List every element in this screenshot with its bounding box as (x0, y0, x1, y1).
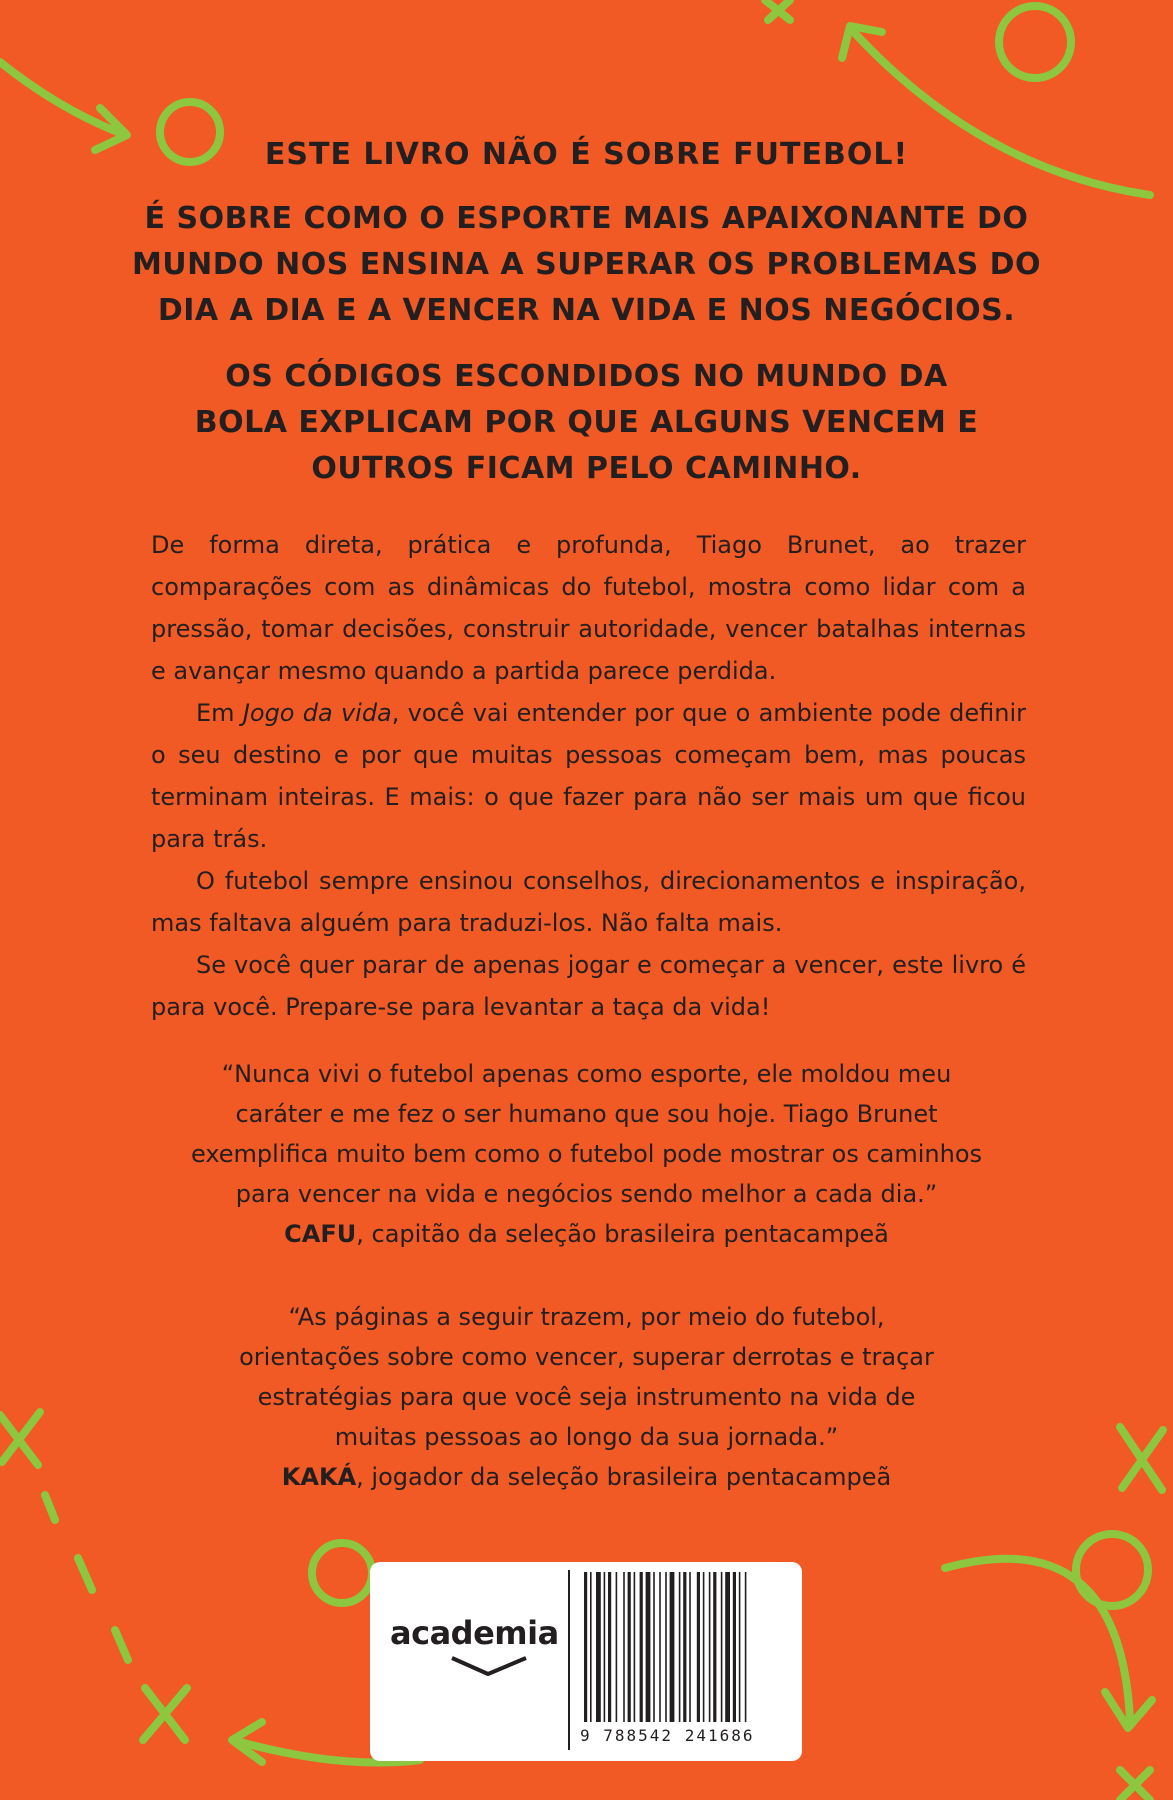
quote-line: exemplifica muito bem como o futebol pode mostrar os caminhos (190, 1140, 983, 1168)
subheadline-2-line: OS CÓDIGOS ESCONDIDOS NO MUNDO DA (225, 359, 948, 394)
barcode-panel (370, 1562, 802, 1761)
quote-line: “As páginas a seguir trazem, por meio do futebol, (288, 1303, 885, 1331)
subheadline-1 (0, 196, 1173, 334)
quote-attribution (130, 1214, 1043, 1254)
arrow-curve-top-left (0, 62, 125, 135)
open-book-icon (450, 1654, 530, 1678)
quote-line: caráter e me fez o ser humano que sou hoje. Tiago Brunet (235, 1100, 938, 1128)
quote-line: para vencer na vida e negócios sendo melhor a cada dia.” (235, 1180, 938, 1208)
headline-block (0, 132, 1173, 512)
testimonial-cafu (130, 1054, 1043, 1254)
synopsis-paragraph-2 (151, 692, 1026, 860)
circle-marker-bottom-left (312, 1543, 372, 1603)
quote-author-role: , capitão da seleção brasileira pentacampeã (356, 1220, 889, 1248)
synopsis (151, 524, 1026, 1028)
dash-left-1 (45, 1495, 55, 1520)
isbn-number: 9 788542 241686 (580, 1726, 755, 1745)
synopsis-paragraph-1: De forma direta, prática e profunda, Tiago Brunet, ao trazer comparações com as dinâmicas do futebol, mostra como lidar com a pressão, tomar decisões, construir autoridade, vencer batalhas internas e avançar mesmo quando a partida parece perdida. (151, 531, 1026, 685)
x-marker-right (1120, 1427, 1163, 1490)
x-marker-left-1 (0, 1412, 40, 1465)
dash-left-3 (115, 1630, 128, 1660)
subheadline-2 (0, 354, 1173, 492)
subheadline-2-line: BOLA EXPLICAM POR QUE ALGUNS VENCEM E (194, 405, 979, 440)
quote-attribution (130, 1457, 1043, 1497)
subheadline-2-line: OUTROS FICAM PELO CAMINHO. (311, 451, 862, 486)
quote-line: estratégias para que você seja instrumento na vida de (257, 1383, 916, 1411)
x-marker-left-2 (143, 1688, 187, 1740)
quote-author: KAKÁ (281, 1463, 357, 1491)
synopsis-paragraph-4: Se você quer parar de apenas jogar e começar a vencer, este livro é para você. Prepare-se para levantar a taça da vida! (151, 951, 1026, 1021)
quote-line: muitas pessoas ao longo da sua jornada.” (334, 1423, 839, 1451)
circle-marker-top-right (999, 6, 1071, 78)
quote-line: “Nunca vivi o futebol apenas como esporte, ele moldou meu (221, 1060, 952, 1088)
subheadline-1-line: DIA A DIA E A VENCER NA VIDA E NOS NEGÓCIOS. (157, 293, 1016, 328)
subheadline-1-line: MUNDO NOS ENSINA A SUPERAR OS PROBLEMAS DO (131, 247, 1042, 282)
x-marker-top (765, 0, 790, 20)
arrow-curve-bottom-right (945, 1559, 1130, 1720)
dash-left-2 (78, 1558, 92, 1590)
subheadline-1-line: É SOBRE COMO O ESPORTE MAIS APAIXONANTE DO (144, 201, 1029, 236)
p2-before: Em (196, 699, 243, 727)
barcode-icon (580, 1572, 792, 1722)
publisher-logo: academia (390, 1614, 559, 1652)
p2-after: , você vai entender por que o ambiente pode definir o seu destino e por que muitas pessoas começam bem, mas poucas terminam inteiras. E mais: o que fazer para não ser mais um que ficou para trás. (151, 699, 1027, 853)
quote-line: orientações sobre como vencer, superar derrotas e traçar (239, 1343, 934, 1371)
x-marker-bottom-right (1120, 1770, 1150, 1800)
quote-author: CAFU (284, 1220, 357, 1248)
headline: ESTE LIVRO NÃO É SOBRE FUTEBOL! (264, 137, 909, 172)
testimonial-kaka (130, 1297, 1043, 1497)
synopsis-paragraph-3: O futebol sempre ensinou conselhos, direcionamentos e inspiração, mas faltava alguém para traduzi-los. Não falta mais. (151, 867, 1026, 937)
divider-line (568, 1570, 570, 1750)
quote-author-role: , jogador da seleção brasileira pentacampeã (356, 1463, 892, 1491)
book-title: Jogo da vida (242, 699, 392, 727)
